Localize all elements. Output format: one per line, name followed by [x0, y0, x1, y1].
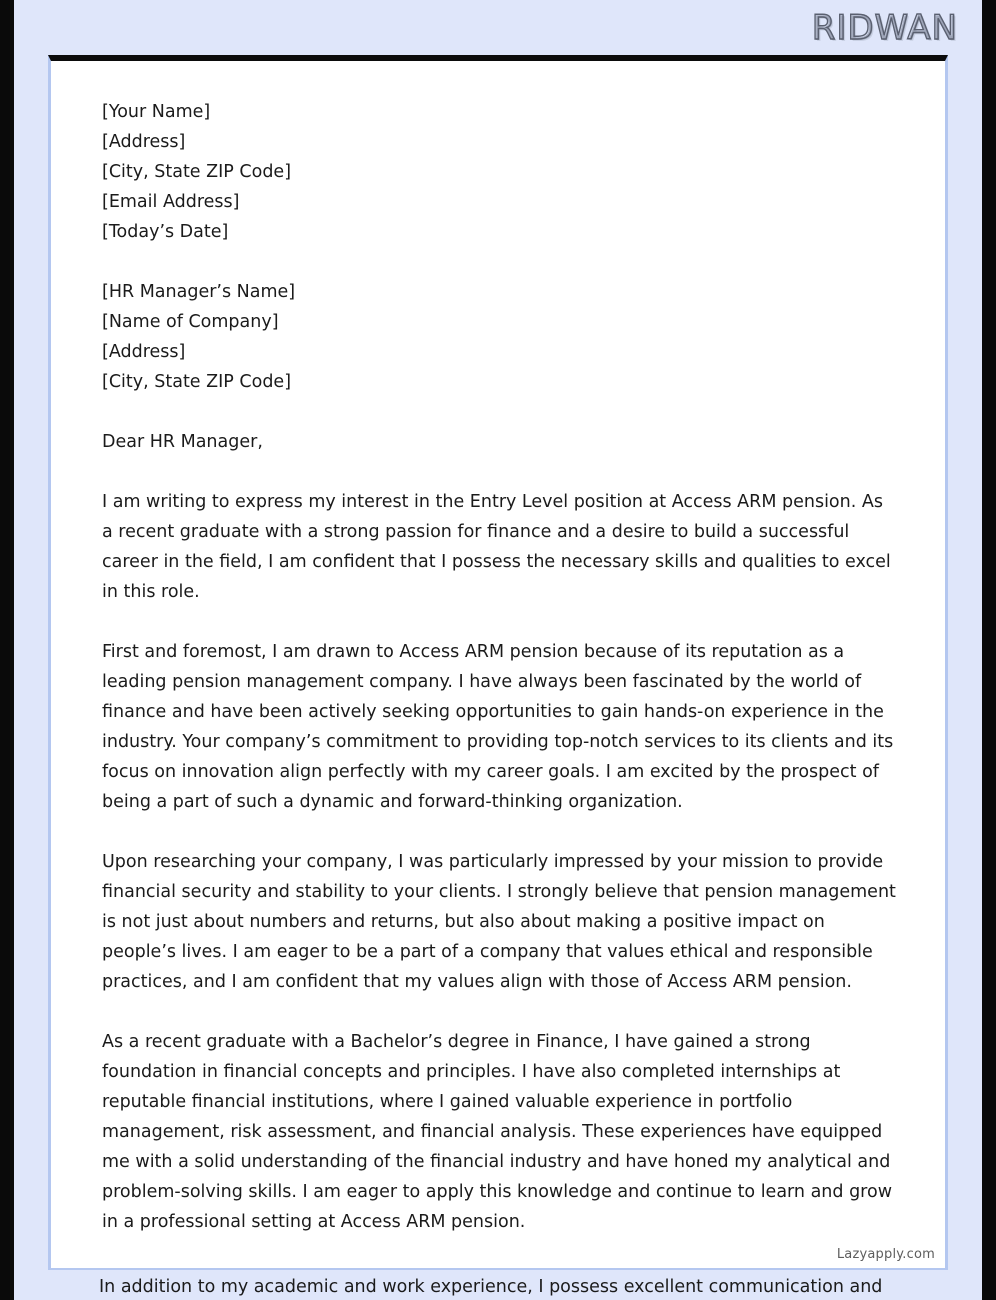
- continuation-line: In addition to my academic and work experience, I possess excellent communication and: [99, 1277, 883, 1297]
- sender-address-line: [Today’s Date]: [102, 222, 229, 242]
- recipient-address-line: [Name of Company]: [102, 312, 279, 332]
- recipient-address-block: [102, 277, 897, 397]
- salutation: Dear HR Manager,: [102, 432, 263, 452]
- sender-address-line: [Email Address]: [102, 192, 240, 212]
- cover-letter: [102, 97, 897, 1237]
- sender-address-line: [Address]: [102, 132, 186, 152]
- recipient-address-line: [Address]: [102, 342, 186, 362]
- recipient-address-line: [HR Manager’s Name]: [102, 282, 296, 302]
- recipient-address-line: [City, State ZIP Code]: [102, 372, 292, 392]
- letter-page: [48, 55, 948, 1270]
- letter-page-content: [51, 61, 945, 1268]
- brand-name: RIDWAN: [811, 7, 958, 48]
- sender-address-block: [102, 97, 897, 247]
- document-canvas: [14, 0, 982, 1300]
- body-paragraph: As a recent graduate with a Bachelor’s degree in Finance, I have gained a strong foundation in financial concepts and principles. I have also completed internships at reputable financial institutions, where I gained valuable experience in portfolio management, risk assessment, and financial analysis. These experiences have equipped me with a solid understanding of the financial industry and have honed my analytical and problem-solving skills. I am eager to apply this knowledge and continue to learn and grow in a professional setting at Access ARM pension.: [102, 1032, 893, 1232]
- body-paragraph: First and foremost, I am drawn to Access ARM pension because of its reputation as a leading pension management company. I have always been fascinated by the world of finance and have been actively seeking opportunities to gain hands-on experience in the industry. Your company’s commitment to providing top-notch services to its clients and its focus on innovation align perfectly with my career goals. I am excited by the prospect of being a part of such a dynamic and forward-thinking organization.: [102, 642, 894, 812]
- masthead: [14, 0, 982, 55]
- sender-address-line: [Your Name]: [102, 102, 211, 122]
- body-paragraph: Upon researching your company, I was particularly impressed by your mission to provide financial security and stability to your clients. I strongly believe that pension management is not just about numbers and returns, but also about making a positive impact on people’s lives. I am eager to be a part of a company that values ethical and responsible practices, and I am confident that my values align with those of Access ARM pension.: [102, 852, 896, 992]
- sender-address-line: [City, State ZIP Code]: [102, 162, 292, 182]
- watermark: Lazyapply.com: [836, 1247, 935, 1262]
- body-paragraph: I am writing to express my interest in the Entry Level position at Access ARM pension. As a recent graduate with a strong passion for finance and a desire to build a successful career in the field, I am confident that I possess the necessary skills and qualities to excel in this role.: [102, 492, 891, 602]
